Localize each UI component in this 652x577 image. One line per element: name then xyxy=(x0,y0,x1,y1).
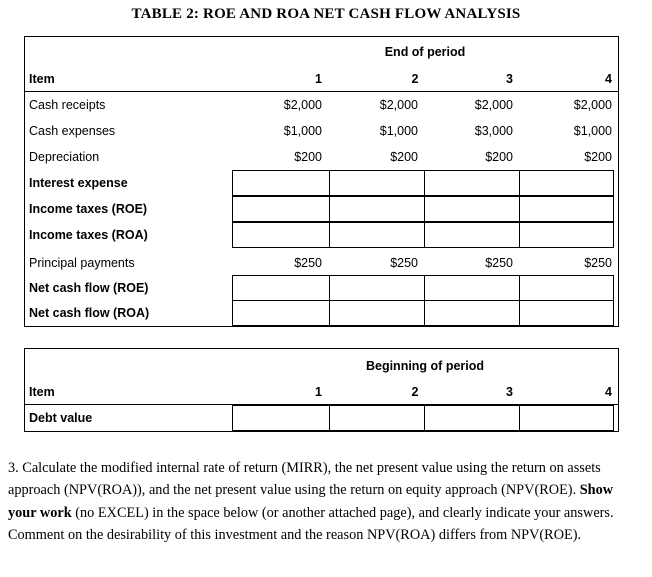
cell-value: $2,000 xyxy=(474,98,513,112)
input-box[interactable] xyxy=(329,170,425,196)
input-box[interactable] xyxy=(232,222,330,248)
cell-value: $250 xyxy=(390,256,418,270)
cell-value: $1,000 xyxy=(283,124,322,138)
question-part1: 3. Calculate the modified internal rate of return (MIRR), the net present value using the return on assets approach (NPV(ROA)), and the net present value using the return on equity approach (NPV(ROE). xyxy=(8,460,601,499)
table-row xyxy=(25,145,618,171)
input-box[interactable] xyxy=(329,300,425,326)
cell-value: $2,000 xyxy=(573,98,612,112)
row-label: Income taxes (ROA) xyxy=(29,228,148,242)
table-row xyxy=(25,93,618,119)
cell-value: $200 xyxy=(390,150,418,164)
input-box[interactable] xyxy=(519,275,614,301)
period-header-3: 3 xyxy=(506,72,513,86)
item-header: Item xyxy=(29,385,55,399)
input-box[interactable] xyxy=(232,300,330,326)
input-box[interactable] xyxy=(424,222,520,248)
cell-value: $2,000 xyxy=(283,98,322,112)
period-header-3: 3 xyxy=(506,385,513,399)
input-box[interactable] xyxy=(329,196,425,222)
period-header-2: 2 xyxy=(411,72,419,86)
input-box[interactable] xyxy=(232,405,330,431)
cell-value: $3,000 xyxy=(474,124,513,138)
question-text xyxy=(8,457,636,547)
input-box[interactable] xyxy=(424,300,520,326)
input-box[interactable] xyxy=(329,275,425,301)
table-row xyxy=(25,300,618,326)
row-label: Net cash flow (ROA) xyxy=(29,306,150,320)
input-box[interactable] xyxy=(424,170,520,196)
row-label: Cash expenses xyxy=(29,124,116,138)
table-row xyxy=(25,119,618,145)
header-divider xyxy=(25,91,618,92)
period-header-4: 4 xyxy=(605,72,612,86)
table-row xyxy=(25,222,618,248)
row-label: Cash receipts xyxy=(29,98,106,112)
cell-value: $1,000 xyxy=(379,124,418,138)
row-label: Depreciation xyxy=(29,150,100,164)
debt-value-table xyxy=(24,348,619,432)
row-label: Interest expense xyxy=(29,176,128,190)
input-box[interactable] xyxy=(232,196,330,222)
header-row xyxy=(25,67,618,91)
input-box[interactable] xyxy=(519,170,614,196)
cell-value: $1,000 xyxy=(573,124,612,138)
table-row xyxy=(25,251,618,277)
cash-flow-table xyxy=(24,36,619,327)
input-box[interactable] xyxy=(232,275,330,301)
row-label: Principal payments xyxy=(29,256,135,270)
input-box[interactable] xyxy=(329,405,425,431)
input-box[interactable] xyxy=(424,196,520,222)
cell-value: $2,000 xyxy=(379,98,418,112)
row-label: Income taxes (ROE) xyxy=(29,202,148,216)
input-box[interactable] xyxy=(232,170,330,196)
input-box[interactable] xyxy=(519,196,614,222)
cell-value: $250 xyxy=(485,256,513,270)
item-header: Item xyxy=(29,72,55,86)
input-box[interactable] xyxy=(519,300,614,326)
period-header-2: 2 xyxy=(411,385,419,399)
table-row xyxy=(25,170,618,196)
cell-value: $250 xyxy=(584,256,612,270)
cell-value: $250 xyxy=(294,256,322,270)
beginning-of-period-header: Beginning of period xyxy=(365,359,485,373)
period-header-1: 1 xyxy=(315,72,322,86)
table-title: TABLE 2: ROE AND ROA NET CASH FLOW ANALYSIS xyxy=(131,6,521,22)
end-of-period-header: End of period xyxy=(384,45,466,59)
input-box[interactable] xyxy=(329,222,425,248)
question-part2: (no EXCEL) in the space below (or another attached page), and clearly indicate your answers. Comment on the desirability of this investment and the reason NPV(ROA) differs from NPV(ROE). xyxy=(8,504,614,544)
period-header-4: 4 xyxy=(605,385,612,399)
cell-value: $200 xyxy=(485,150,513,164)
question-bold: Show your work xyxy=(8,482,614,521)
cell-value: $200 xyxy=(294,150,322,164)
row-label: Net cash flow (ROE) xyxy=(29,281,149,295)
input-box[interactable] xyxy=(519,405,614,431)
table-row xyxy=(25,275,618,301)
table-row xyxy=(25,196,618,222)
cell-value: $200 xyxy=(584,150,612,164)
table-row xyxy=(25,405,618,431)
row-label: Debt value xyxy=(29,411,93,425)
period-header-1: 1 xyxy=(315,385,322,399)
header-row xyxy=(25,382,618,406)
input-box[interactable] xyxy=(424,405,520,431)
input-box[interactable] xyxy=(424,275,520,301)
input-box[interactable] xyxy=(519,222,614,248)
